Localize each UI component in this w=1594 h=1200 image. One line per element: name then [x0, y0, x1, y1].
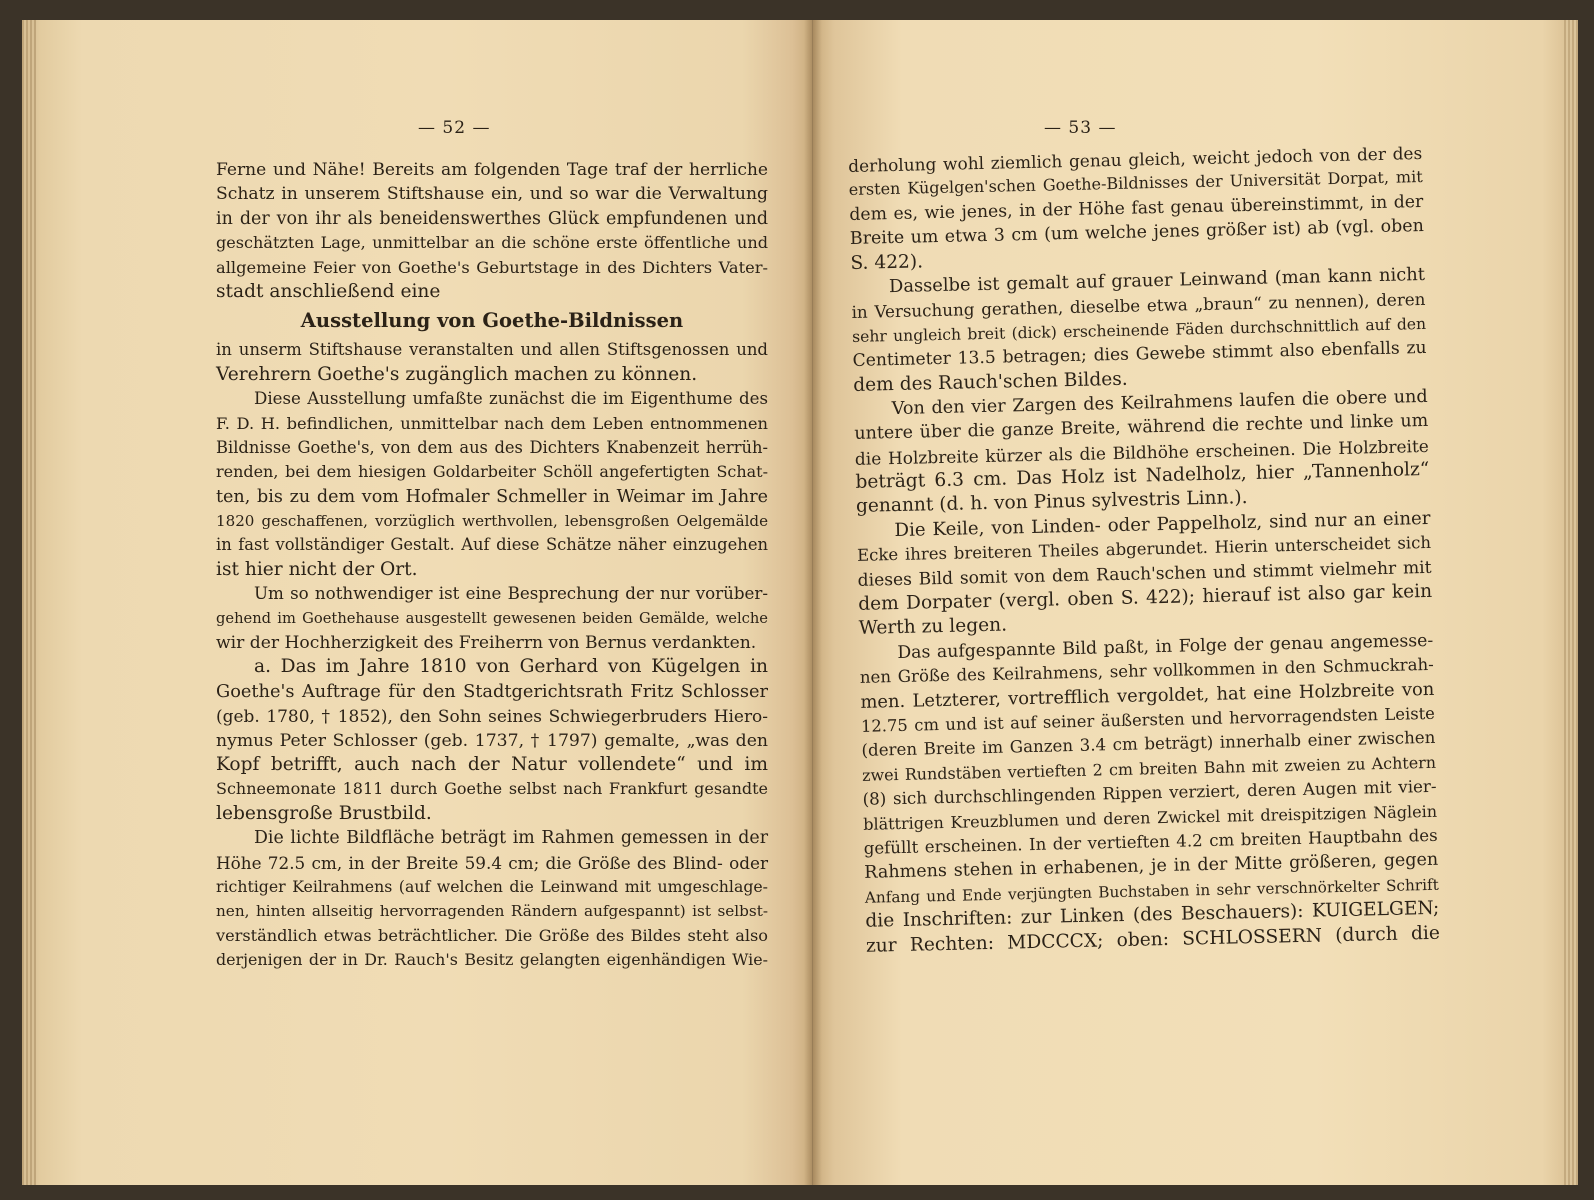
text-line: Goethe's Auftrage für den Stadtgerichtsrath Fritz Schlosser — [216, 681, 768, 702]
text-line: S. 422). — [850, 250, 924, 274]
text-line: nen, hinten allseitig hervorragenden Rändern aufgespannt) ist selbst- — [216, 902, 768, 921]
text-line: gefüllt erscheinen. In der vertieften 4.2 cm breiten Hauptbahn des — [863, 825, 1438, 858]
text-line: ist hier nicht der Ort. — [216, 558, 418, 580]
text-line: verständlich etwas beträchtlicher. Die Größe des Bildes steht also — [216, 925, 768, 945]
text-line: dieses Bild somit von dem Rauch'schen und stimmt vielmehr mit — [857, 557, 1432, 591]
book-gutter — [812, 20, 813, 1185]
text-line: men. Letzterer, vortrefflich vergoldet, hat eine Holzbreite von — [860, 678, 1435, 713]
text-line: in unserm Stiftshause veranstalten und allen Stiftsgenossen und — [216, 340, 768, 360]
text-line: zwei Rundstäben vertieften 2 cm breiten Bahn mit zweien zu Achtern — [861, 752, 1437, 785]
text-line: Die lichte Bildfläche beträgt im Rahmen gemessen in der — [254, 828, 768, 849]
text-line: 12.75 cm und ist auf seiner äußersten und hervorragendsten Leiste — [860, 703, 1436, 736]
text-line: dem es, wie jenes, in der Höhe fast genau übereinstimmt, in der — [849, 191, 1424, 225]
text-line: die Holzbreite kürzer als die Bildhöhe erscheinen. Die Holzbreite — [854, 435, 1429, 469]
text-line: dem des Rauch'schen Bildes. — [853, 368, 1128, 396]
text-line: in der von ihr als beneidenswerthes Glück empfundenen und — [216, 208, 768, 229]
text-line: zur Rechten: MDCCCX; oben: SCHLOSSERN (durch die — [865, 922, 1441, 957]
text-line: richtiger Keilrahmens (auf welchen die Leinwand mit umgeschlage- — [216, 876, 768, 896]
open-book — [22, 20, 1578, 1190]
page-edges — [1564, 20, 1578, 1185]
text-line: (8) sich durchschlingenden Rippen verziert, deren Augen mit vier- — [862, 776, 1437, 809]
text-line: allgemeine Feier von Goethe's Geburtstage in des Dichters Vater- — [216, 257, 768, 277]
text-line: lebensgroße Brustbild. — [216, 802, 432, 824]
text-line: a. Das im Jahre 1810 von Gerhard von Kügelgen in — [254, 656, 768, 678]
text-line: gehend im Goethehause ausgestellt gewesenen beiden Gemälde, welche — [216, 609, 768, 627]
text-line: Centimeter 13.5 betragen; dies Gewebe stimmt also ebenfalls zu — [852, 338, 1427, 372]
text-line: renden, bei dem hiesigen Goldarbeiter Schöll angefertigten Schat- — [216, 462, 768, 482]
right-page — [812, 20, 1578, 1185]
text-line: Das aufgespannte Bild paßt, in Folge der genau angemesse- — [897, 630, 1434, 663]
text-line: Die Keile, von Linden- oder Pappelholz, sind nur an einer — [894, 507, 1431, 541]
text-line: geschätzten Lage, unmittelbar an die schöne erste öffentliche und — [216, 233, 768, 253]
page-number: — 52 — — [418, 118, 491, 138]
text-line: (geb. 1780, † 1852), den Sohn seines Schwiegerbruders Hiero- — [216, 706, 768, 727]
text-line: derholung wohl ziemlich genau gleich, weicht jedoch von der des — [848, 142, 1423, 176]
text-line: Um so nothwendiger ist eine Besprechung der nur vorüber- — [254, 584, 768, 604]
text-line: Ferne und Nähe! Bereits am folgenden Tage traf der herrliche — [216, 160, 768, 180]
text-line: Diese Ausstellung umfaßte zunächst die im Eigenthume des — [254, 389, 768, 409]
text-line: in Versuchung gerathen, dieselbe etwa „braun“ zu nennen), deren — [851, 289, 1426, 323]
text-line: derjenigen der in Dr. Rauch's Besitz gelangten eigenhändigen Wie- — [216, 950, 768, 970]
text-line: beträgt 6.3 cm. Das Holz ist Nadelholz, hier „Tannenholz“ — [855, 458, 1430, 493]
text-line: (deren Breite im Ganzen 3.4 cm beträgt) innerhalb einer zwischen — [861, 728, 1436, 761]
text-line: in fast vollständiger Gestalt. Auf diese Schätze näher einzugehen — [216, 535, 768, 555]
left-page-text — [216, 158, 768, 973]
text-line: blättrigen Kreuzblumen und deren Zwickel mit dreispitzigen Näglein — [862, 801, 1438, 834]
text-line: Ecke ihres breiteren Theiles abgerundet. Hierin unterscheidet sich — [856, 533, 1432, 566]
text-line: Dasselbe ist gemalt auf grauer Leinwand (man kann nicht — [888, 263, 1426, 298]
text-line: ten, bis zu dem vom Hofmaler Schmeller in Weimar im Jahre — [216, 486, 768, 507]
text-line: Verehrern Goethe's zugänglich machen zu können. — [216, 363, 698, 385]
right-page-text — [848, 141, 1440, 959]
text-line: ersten Kügelgen'schen Goethe-Bildnisses der Universität Dorpat, mit — [848, 167, 1423, 200]
text-line: nymus Peter Schlosser (geb. 1737, † 1797) gemalte, „was den — [216, 730, 768, 751]
section-heading: Ausstellung von Goethe-Bildnissen — [300, 309, 684, 333]
text-line: sehr ungleich breit (dick) erscheinende Fäden durchschnittlich auf den — [851, 314, 1427, 346]
text-line: Anfang und Ende verjüngten Buchstaben in sehr verschnörkelter Schrift — [864, 875, 1439, 907]
text-line: stadt anschließend eine — [216, 280, 441, 302]
text-line: Kopf betrifft, auch nach der Natur vollendete“ und im — [216, 753, 768, 775]
text-line: Bildnisse Goethe's, von dem aus des Dichters Knabenzeit herrüh- — [216, 437, 768, 457]
text-line: Von den vier Zargen des Keilrahmens laufen die obere und — [891, 386, 1428, 419]
left-page — [22, 20, 812, 1185]
page-edges — [22, 20, 36, 1185]
text-line: F. D. H. befindlichen, unmittelbar nach dem Leben entnommenen — [216, 413, 768, 433]
text-line: untere über die ganze Breite, während die rechte und linke um — [854, 411, 1429, 445]
book-spine-shadow — [804, 20, 822, 1185]
page-number: — 53 — — [1044, 118, 1117, 138]
text-line: Schneemonate 1811 durch Goethe selbst nach Frankfurt gesandte — [216, 779, 768, 799]
text-line: nen Größe des Keilrahmens, sehr vollkommen in den Schmuckrah- — [859, 655, 1434, 688]
text-line: Höhe 72.5 cm, in der Breite 59.4 cm; die Größe des Blind- oder — [216, 852, 768, 873]
text-line: die Inschriften: zur Linken (des Beschauers): KUIGELGEN; — [865, 897, 1440, 932]
text-line: wir der Hochherzigkeit des Freiherrn von Bernus verdankten. — [216, 633, 757, 654]
text-line: genannt (d. h. von Pinus sylvestris Linn.). — [855, 487, 1248, 518]
text-line: Breite um etwa 3 cm (um welche jenes größer ist) ab (vgl. oben — [849, 216, 1425, 250]
text-line: Schatz in unserem Stiftshause ein, und so war die Verwaltung — [216, 184, 768, 205]
text-line: 1820 geschaffenen, vorzüglich werthvollen, lebensgroßen Oelgemälde — [216, 512, 768, 531]
text-line: dem Dorpater (vergl. oben S. 422); hierauf ist also gar kein — [857, 580, 1433, 615]
text-line: Rahmens stehen in erhabenen, je in der Mitte größeren, gegen — [864, 850, 1439, 884]
text-line: Werth zu legen. — [858, 614, 1008, 640]
